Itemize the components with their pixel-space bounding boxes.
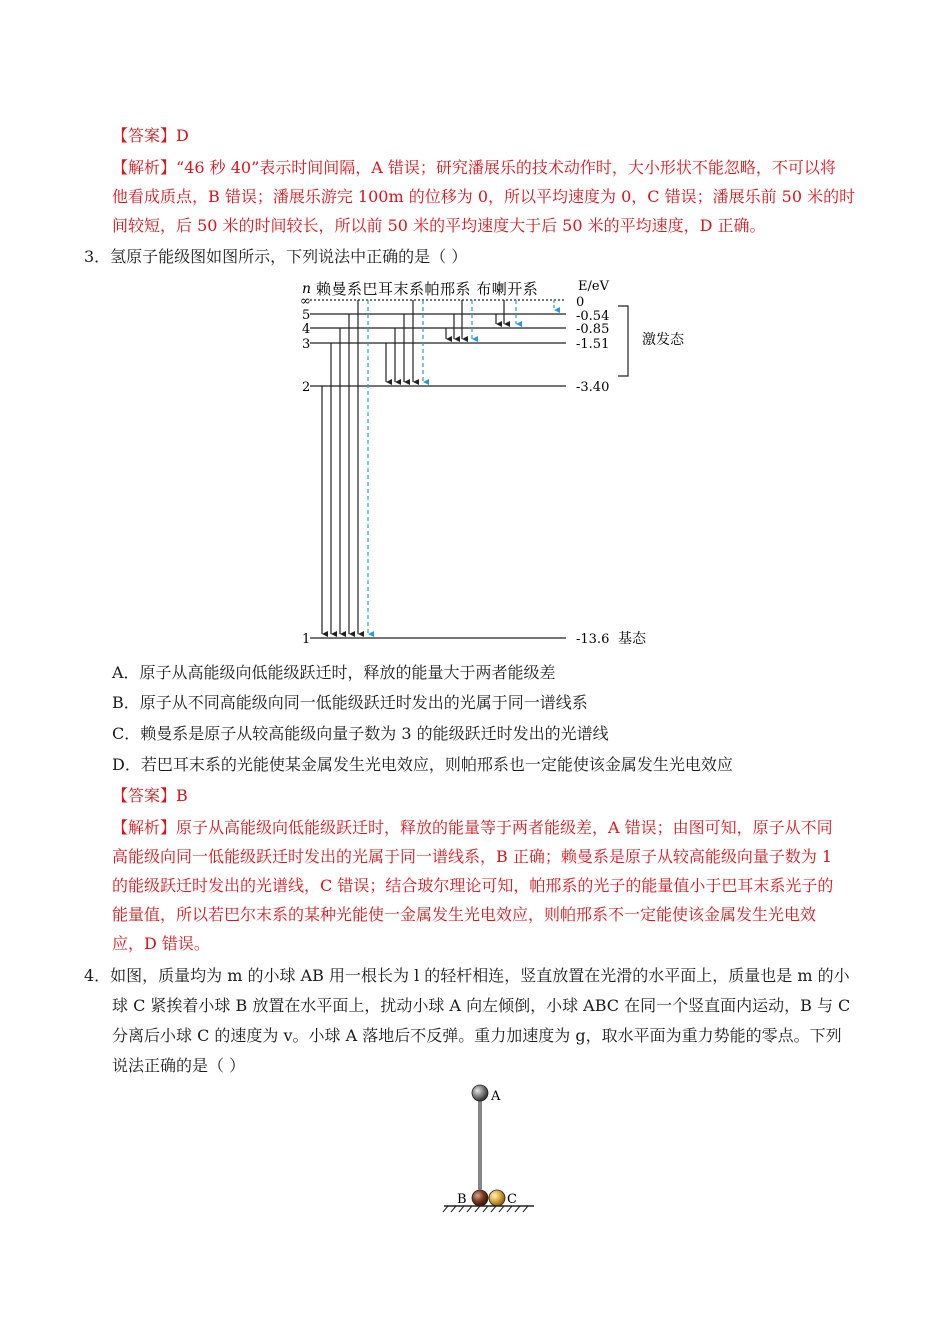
- q3-option-a: A．原子从高能级向低能级跃迁时，释放的能量大于两者能级差: [112, 663, 556, 682]
- n-axis-label: n: [302, 281, 312, 297]
- q3-analysis-line-3: 的能级跃迁时发出的光谱线，C 错误；结合玻尔理论可知，帕邢系的光子的能量值小于巴耳末系光子的: [112, 876, 834, 895]
- q2-answer-value: D: [176, 126, 189, 145]
- q3-option-c: C．赖曼系是原子从较高能级向量子数为 3 的能级跃迁时发出的光谱线: [112, 724, 609, 743]
- energy-label-1: -13.6: [576, 632, 610, 647]
- excited-state-label: 激发态: [642, 332, 684, 348]
- n-label-4: 4: [302, 322, 311, 337]
- q3-analysis-tag: 【解析】: [112, 818, 177, 837]
- energy-label-2: -3.40: [576, 380, 610, 395]
- q3-analysis-line-2: 高能级向同一低能级跃迁时发出的光属于同一谱线系，B 正确；赖曼系是原子从较高能级向量子数为 1: [112, 847, 833, 866]
- n-label-inf: ∞: [300, 294, 311, 309]
- brackett-series-arrows: [496, 300, 504, 324]
- q3-answer-tag: 【答案】: [112, 786, 177, 805]
- balmer-series-arrows: [386, 300, 413, 382]
- q2-answer-line: [112, 126, 189, 146]
- q3-answer-line: [112, 786, 188, 806]
- energy-label-3: -1.51: [576, 337, 610, 352]
- paschen-series-arrows: [446, 300, 462, 339]
- q2-analysis-line-2: 他看成质点，B 错误；潘展乐游完 100m 的位移为 0，所以平均速度为 0，C 错误；潘展乐前 50 米的时: [112, 187, 856, 206]
- series-labels: 赖曼系巴耳末系帕邢系 布喇开系: [316, 280, 539, 298]
- q2-analysis-text-1: “46 秒 40”表示时间间隔，A 错误；研究潘展乐的技术动作时，大小形状不能忽略，不可以将: [176, 158, 836, 177]
- n-label-3: 3: [302, 337, 311, 352]
- label-b: B: [457, 1192, 467, 1207]
- q2-answer-tag: 【答案】: [112, 126, 177, 145]
- q2-analysis-line-3: 间较短，后 50 米的时间较长，所以前 50 米的平均速度大于后 50 米的平均速度，D 正确。: [112, 216, 766, 235]
- label-c: C: [507, 1192, 517, 1207]
- ball-a: [472, 1085, 488, 1101]
- q3-answer-value: B: [176, 786, 188, 805]
- q4-stem-line-4: 说法正确的是（ ）: [112, 1056, 246, 1075]
- q3-analysis-line-1: [112, 818, 833, 838]
- n-label-1: 1: [302, 632, 311, 647]
- q3-stem: 3．氢原子能级图如图所示，下列说法中正确的是（ ）: [84, 247, 468, 266]
- q4-stem-line-3: 分离后小球 C 的速度为 v。小球 A 落地后不反弹。重力加速度为 g，取水平面为重力势能的零点。下列: [112, 1026, 842, 1045]
- energy-level-diagram: [290, 276, 710, 648]
- q3-analysis-line-5: 应，D 错误。: [112, 934, 210, 953]
- q3-option-d: D．若巴耳末系的光能使某金属发生光电效应，则帕邢系也一定能使该金属发生光电效应: [112, 755, 733, 774]
- q2-analysis-tag: 【解析】: [112, 158, 177, 177]
- q4-stem-line-2: 球 C 紧挨着小球 B 放置在水平面上，扰动小球 A 向左倾倒，小球 ABC 在同一个竖直面内运动，B 与 C: [112, 996, 851, 1015]
- ball-c: [489, 1190, 505, 1206]
- ground-state-label: 基态: [618, 631, 646, 647]
- q3-option-b: B．原子从不同高能级向同一低能级跃迁时发出的光属于同一谱线系: [112, 693, 588, 712]
- energy-label-4: -0.85: [576, 322, 610, 337]
- light-rod: [479, 1101, 482, 1189]
- label-a: A: [491, 1089, 501, 1104]
- q2-analysis-line-1: [112, 158, 836, 178]
- rod-balls-figure: [436, 1076, 546, 1216]
- excited-bracket: [618, 306, 628, 376]
- e-axis-label: E/eV: [578, 279, 609, 294]
- lyman-series-arrows: [322, 300, 358, 634]
- q3-analysis-text-1: 原子从高能级向低能级跃迁时，释放的能量等于两者能级差，A 错误；由图可知，原子从不同: [176, 818, 833, 837]
- n-label-2: 2: [302, 380, 311, 395]
- q4-stem-line-1: 4．如图，质量均为 m 的小球 AB 用一根长为 l 的轻杆相连，竖直放置在光滑的水平面上，质量也是 m 的小: [84, 966, 850, 985]
- q3-analysis-line-4: 能量值，所以若巴尔末系的某种光能使一金属发生光电效应，则帕邢系不一定能使该金属发生光电效: [112, 905, 817, 924]
- n-label-5: 5: [302, 308, 311, 323]
- ball-b: [472, 1190, 488, 1206]
- energy-label-inf: 0: [576, 295, 585, 310]
- energy-label-5: -0.54: [576, 309, 610, 324]
